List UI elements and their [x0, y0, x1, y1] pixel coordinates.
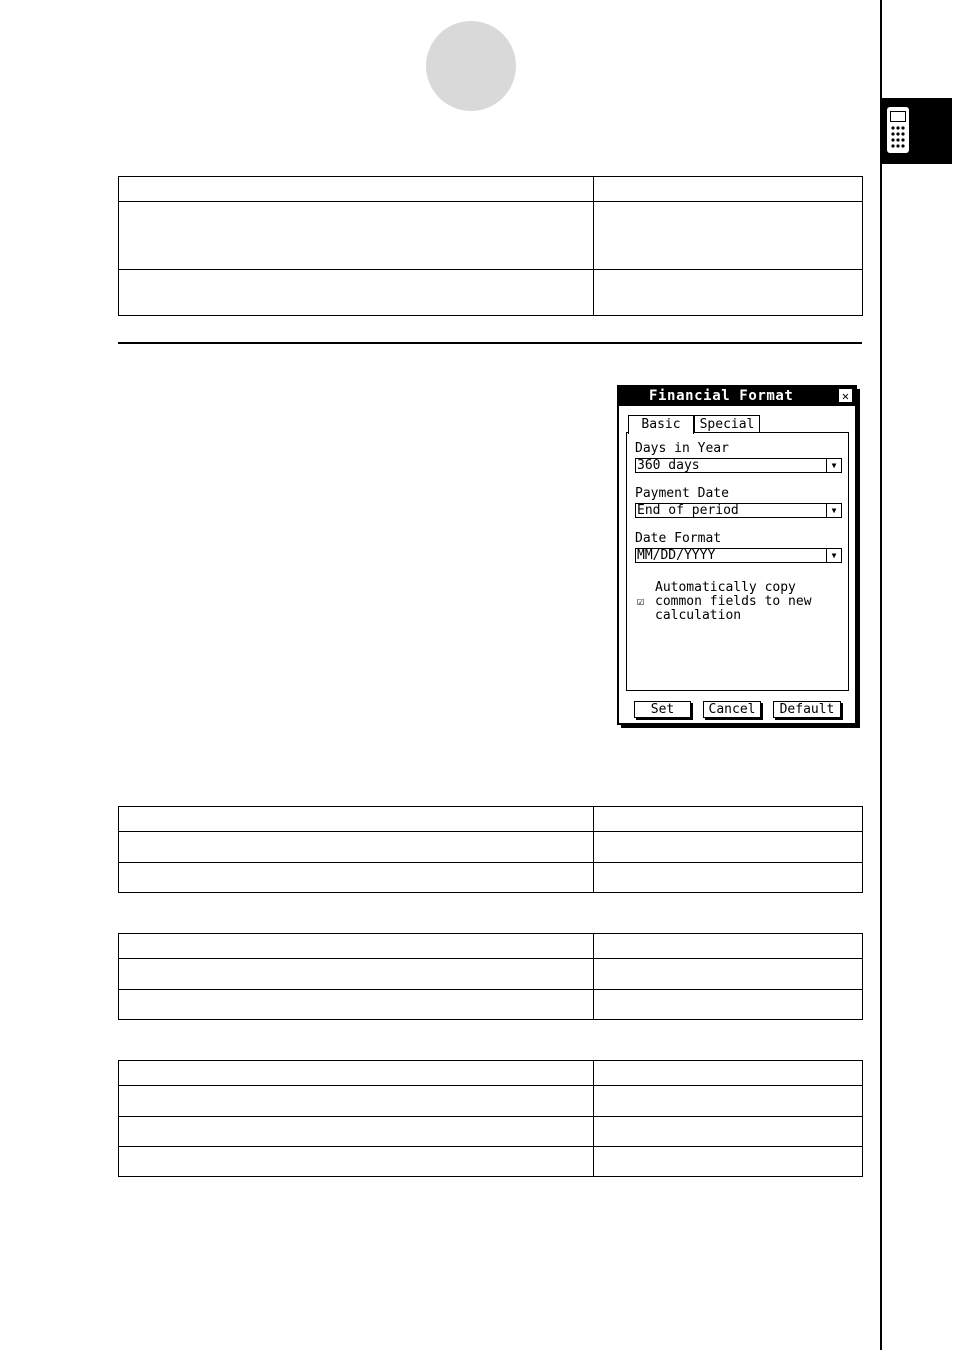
table-row [119, 270, 863, 316]
table-row [119, 959, 863, 990]
table-row [119, 807, 863, 832]
days-in-year-label: Days in Year [635, 441, 729, 456]
date-format-select[interactable] [635, 548, 842, 563]
auto-copy-label-line: Automatically copy [655, 580, 796, 595]
auto-copy-checkbox[interactable]: ☑ [637, 594, 645, 608]
payment-date-select[interactable] [635, 503, 842, 518]
tab-special[interactable] [694, 415, 760, 433]
auto-copy-label [655, 581, 812, 623]
date-format-value: MM/DD/YYYY [637, 548, 716, 563]
table-row [119, 1061, 863, 1086]
chevron-down-icon[interactable]: ▼ [826, 504, 841, 517]
auto-copy-label-line: common fields to new [655, 594, 812, 609]
chevron-down-icon[interactable]: ▼ [826, 459, 841, 472]
close-icon[interactable]: ✕ [839, 389, 852, 402]
days-in-year-select[interactable] [635, 458, 842, 473]
table-3 [118, 1060, 863, 1177]
payment-date-label: Payment Date [635, 486, 729, 501]
table-row [119, 990, 863, 1020]
default-button[interactable]: Default [773, 701, 841, 718]
set-button[interactable]: Set [634, 701, 691, 718]
dialog-titlebar [619, 387, 855, 406]
tab-special-label: Special [699, 417, 755, 432]
days-in-year-value: 360 days [637, 458, 700, 473]
dialog-title: Financial Format [649, 388, 794, 404]
tab-basic-label: Basic [641, 417, 681, 432]
table-row [119, 1086, 863, 1117]
payment-date-value: End of period [637, 503, 739, 518]
tab-basic[interactable] [628, 415, 694, 434]
table-row [119, 934, 863, 959]
chapter-tab [880, 98, 952, 164]
table-row [119, 202, 863, 270]
table-2 [118, 933, 863, 1020]
calculator-icon [886, 106, 910, 154]
table-top [118, 176, 863, 316]
table-1 [118, 806, 863, 893]
auto-copy-label-line: calculation [655, 608, 742, 623]
basic-tab-panel [626, 432, 849, 691]
chevron-down-icon[interactable]: ▼ [826, 549, 841, 562]
table-row [119, 1117, 863, 1147]
page-number-circle [426, 21, 516, 111]
table-row [119, 177, 863, 202]
table-row [119, 1147, 863, 1177]
table-row [119, 832, 863, 863]
margin-rule [880, 0, 882, 1350]
cancel-button[interactable]: Cancel [703, 701, 761, 718]
table-row [119, 863, 863, 893]
date-format-label: Date Format [635, 531, 722, 546]
section-divider [118, 342, 862, 344]
financial-format-dialog [617, 385, 857, 725]
